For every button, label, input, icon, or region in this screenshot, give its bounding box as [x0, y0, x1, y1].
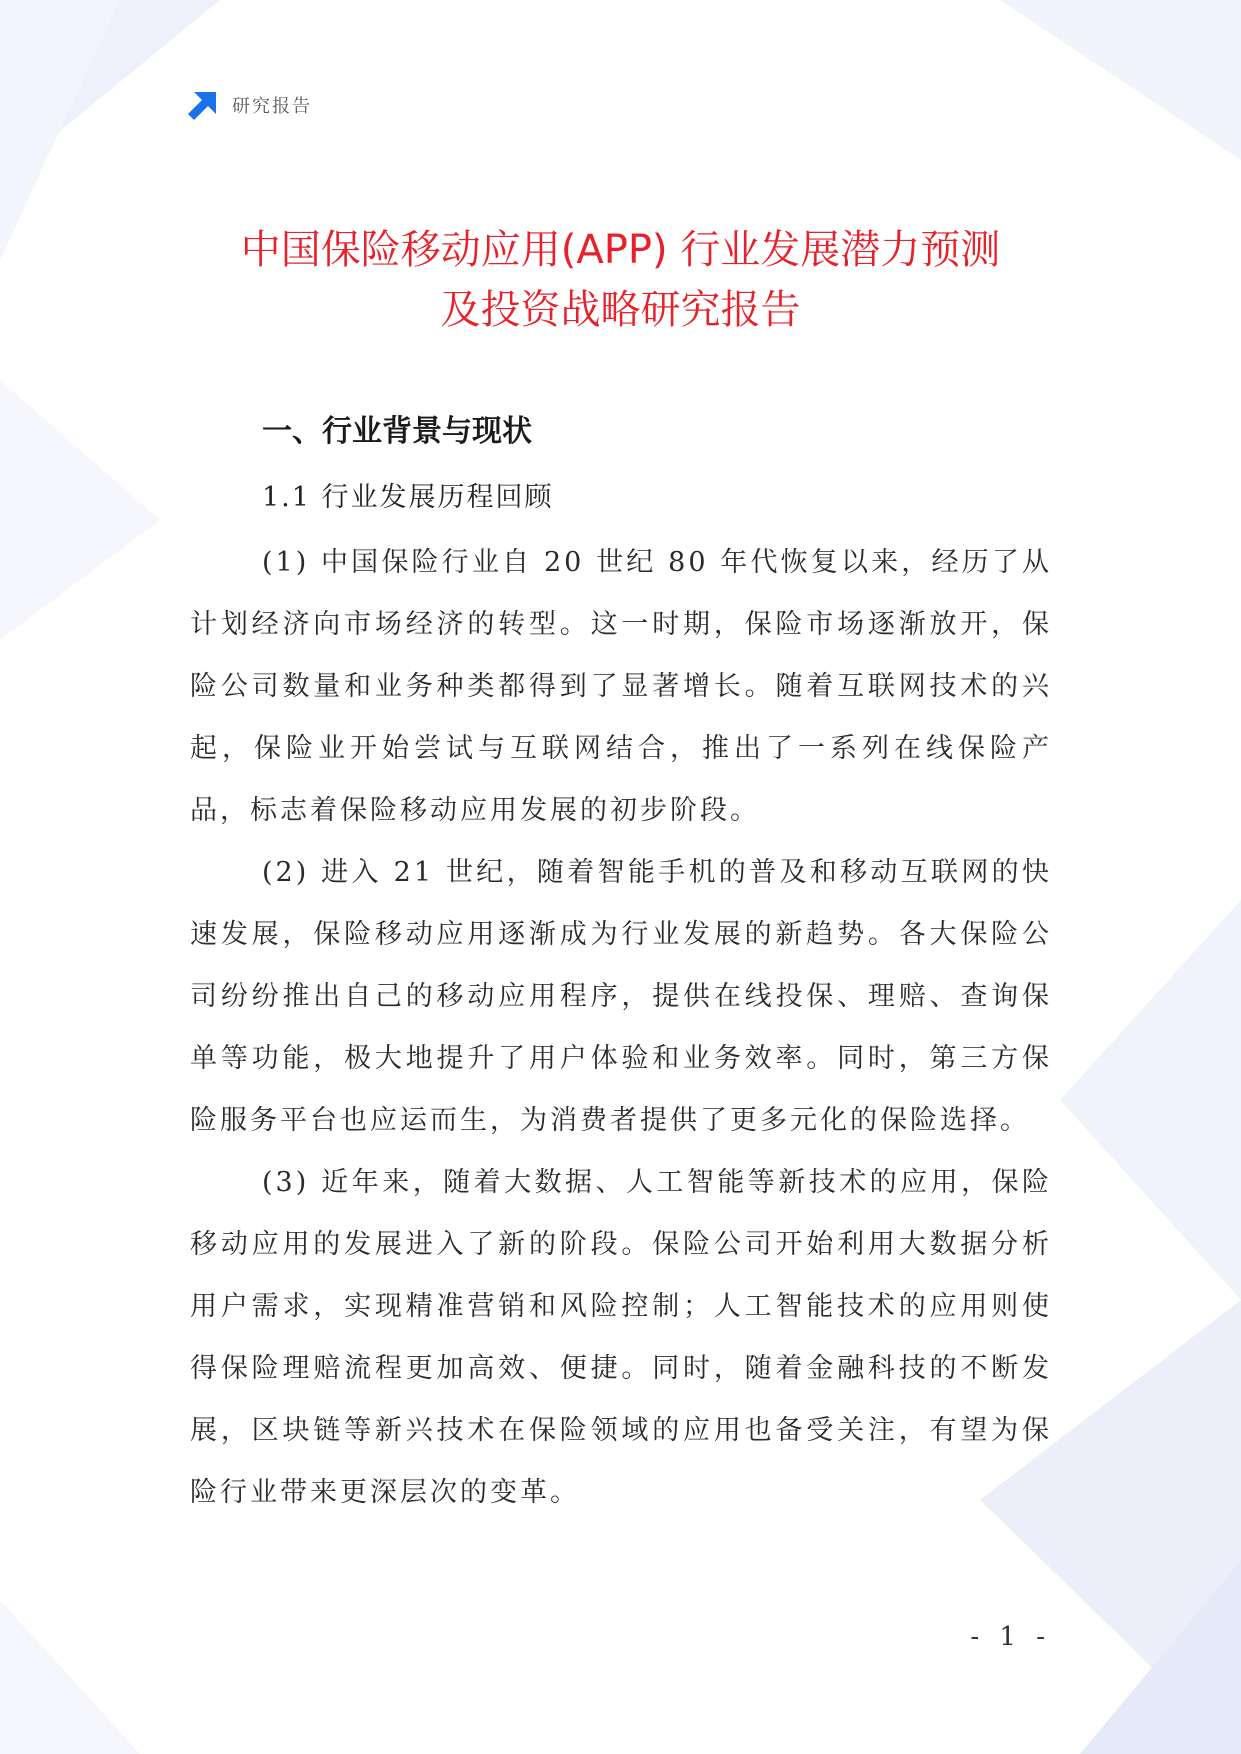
report-header — [186, 88, 312, 122]
subsection-heading: 1.1 行业发展历程回顾 — [262, 482, 554, 513]
title-line-1: 中国保险移动应用(APP) 行业发展潜力预测 — [240, 227, 1001, 273]
paragraph-3: (3) 近年来，随着大数据、人工智能等新技术的应用，保险移动应用的发展进入了新的阶段。保险公司开始利用大数据分析用户需求，实现精准营销和风险控制；人工智能技术的应用则使得保险理赔流程更加高效、便捷。同时，随着金融科技的不断发展，区块链等新兴技术在保险领域的应用也备受关注，有望为保险行业带来更深层次的变革。 — [190, 1167, 1052, 1508]
section-heading: 一、行业背景与现状 — [262, 414, 532, 449]
arrow-up-right-icon — [186, 88, 220, 122]
header-label: 研究报告 — [232, 96, 312, 117]
page-number: - 1 - — [970, 1622, 1051, 1652]
paragraph-2: (2) 进入 21 世纪，随着智能手机的普及和移动互联网的快速发展，保险移动应用逐渐成为行业发展的新趋势。各大保险公司纷纷推出自己的移动应用程序，提供在线投保、理赔、查询保单等功能，极大地提升了用户体验和业务效率。同时，第三方保险服务平台也应运而生，为消费者提供了更多元化的保险选择。 — [190, 857, 1052, 1136]
paragraph-1: (1) 中国保险行业自 20 世纪 80 年代恢复以来，经历了从计划经济向市场经济的转型。这一时期，保险市场逐渐放开，保险公司数量和业务种类都得到了显著增长。随着互联网技术的兴起，保险业开始尝试与互联网结合，推出了一系列在线保险产品，标志着保险移动应用发展的初步阶段。 — [190, 547, 1052, 826]
report-title — [150, 220, 1091, 340]
title-line-2: 及投资战略研究报告 — [440, 287, 801, 333]
main-content — [190, 408, 1052, 1524]
